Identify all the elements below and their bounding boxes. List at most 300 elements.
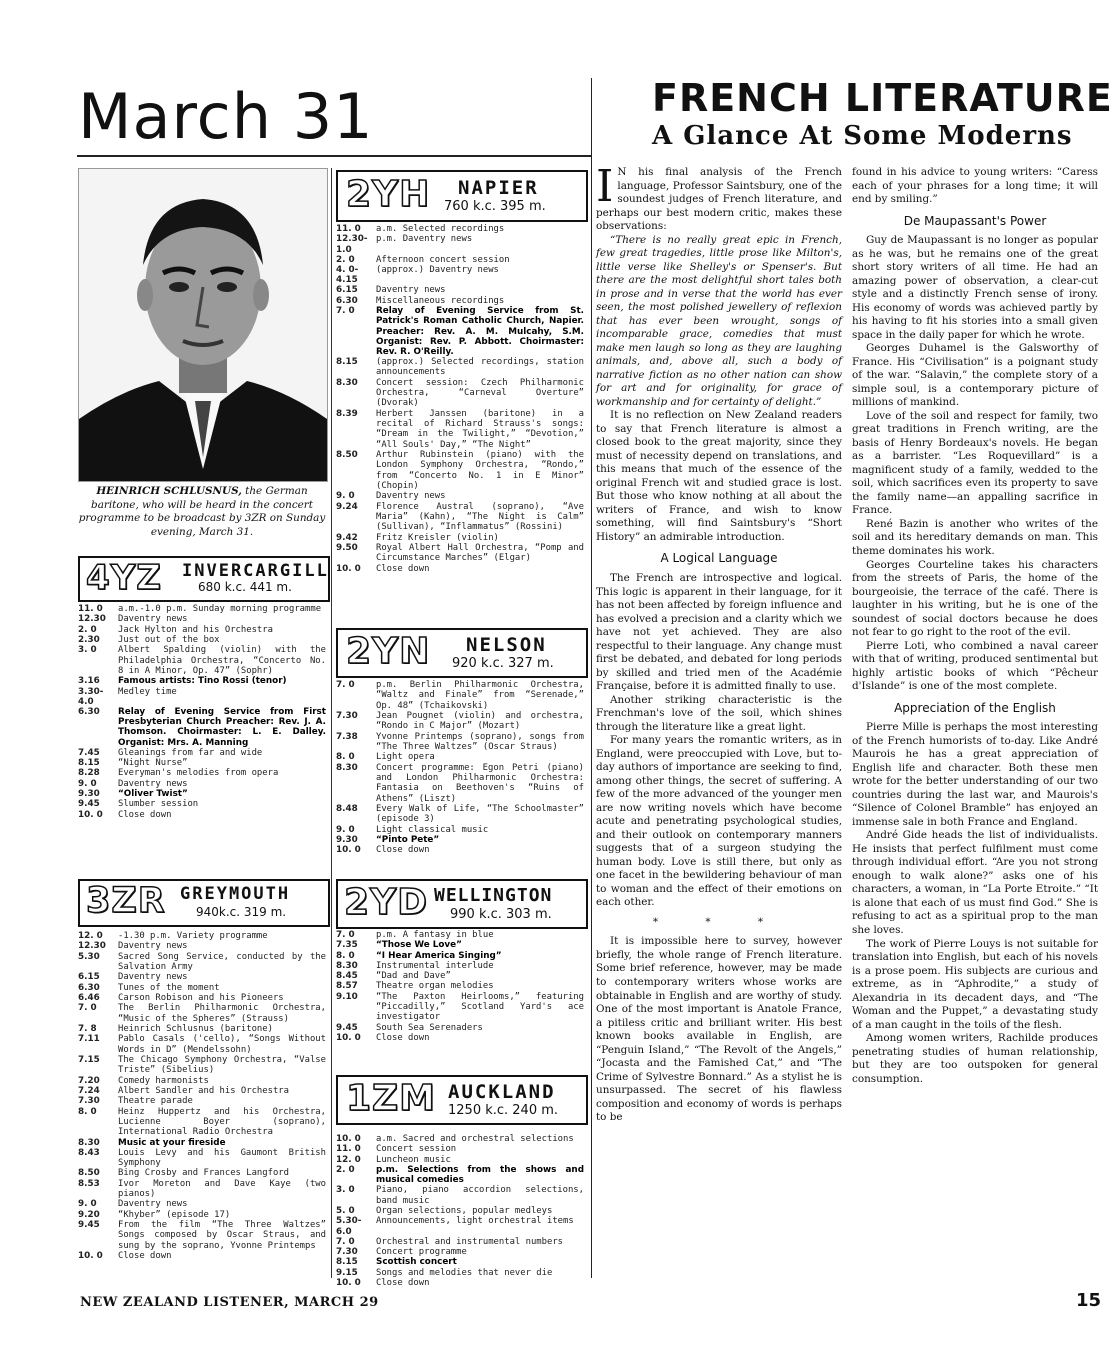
programme-time: 9. 0 <box>336 824 355 835</box>
programme-time: 7.15 <box>78 1054 100 1065</box>
station-header-1zm <box>336 1075 588 1125</box>
programme-description: Close down <box>376 1033 430 1044</box>
programme-item <box>336 357 584 378</box>
programme-item <box>336 804 584 825</box>
article-paragraph: It is impossible here to survey, however briefly, the whole range of French literature. Some brief reference, however, may be made to contemporary writers whose works are obtainable in English and are worthy of study. One of the most important is Anatole France, a pitiless critic and brilliant writer. His best known books available in English, are “Penguin Island,” “The Revolt of the Angels,” “Jocasta and the Famished Cat,” and “The Crime of Sylvestre Bonnard.” As a stylist he is unsurpassed. The secret of his flawless composition and economy of words is perhaps to be <box>596 935 842 1124</box>
article-paragraph: found in his advice to young writers: “Caress each of your phrases for a long time; it will end by smiling.” <box>852 166 1098 206</box>
programme-time: 8.15 <box>336 357 358 368</box>
programme-item <box>78 1086 326 1096</box>
programme-description: Famous artists: Tino Rossi (tenor) <box>118 676 287 687</box>
programme-description: p.m. Daventry news <box>376 234 473 245</box>
programme-description: Louis Levy and his Gaumont British Symphony <box>118 1147 326 1169</box>
station-header-2yh <box>336 170 588 222</box>
programme-description: Daventry news <box>118 1199 188 1210</box>
programme-description: Fritz Kreisler (violin) <box>376 532 499 543</box>
footer-publication: NEW ZEALAND LISTENER, MARCH 29 <box>80 1295 379 1310</box>
station-frequency: 1250 k.c. 240 m. <box>448 1103 559 1118</box>
programme-time: 9.20 <box>78 1209 100 1220</box>
programme-time: 6.30 <box>78 706 100 717</box>
programme-item <box>78 1220 326 1251</box>
programme-item <box>336 502 584 533</box>
article-paragraph: Guy de Maupassant is no longer as popular as he was, but he remains one of the great short story writers of all time. He had an amazing power of observation, a clear-cut style and a distinctly French sense of irony. His economy of words was achieved partly by his having to fit his stories into a small given space in the daily paper for which he wrote. <box>852 234 1098 341</box>
programme-item <box>78 931 326 941</box>
station-header-3zr <box>78 879 330 927</box>
station-code: 3ZR <box>86 881 166 921</box>
programme-description: “Oliver Twist” <box>118 789 188 800</box>
programme-time: 12.30-1.0 <box>336 234 368 255</box>
programme-description: Yvonne Printemps (soprano), songs from “The Three Waltzes” (Oscar Straus) <box>376 731 584 752</box>
page-number: 15 <box>1076 1290 1102 1311</box>
programme-item <box>336 1185 584 1206</box>
programme-time: 8.53 <box>78 1178 100 1189</box>
programme-item <box>336 971 584 981</box>
station-frequency: 920 k.c. 327 m. <box>452 656 554 671</box>
programme-time: 7. 0 <box>78 1003 97 1014</box>
article-paragraph: Georges Courteline takes his characters from the streets of Paris, the home of the bourgeoisie, the terrace of the café. There is laughter in his writing, but he is one of the soundest of social doctors because he does not fear to go right to the root of the evil. <box>852 558 1098 639</box>
programme-item <box>78 779 326 789</box>
programme-time: 8.45 <box>336 971 358 982</box>
programme-description: The Berlin Philharmonic Orchestra, “Music of the Spheres” (Strauss) <box>118 1003 326 1024</box>
programme-time: 10. 0 <box>336 845 361 856</box>
programme-time: 10. 0 <box>336 1277 361 1288</box>
article-paragraph: Pierre Mille is perhaps the most interesting of the French humorists of to-day. Like André Maurois he has a great appreciation of English life and character. Both these men wrote for the better understanding of our two countries during the last war, and Maurois's “Silence of Colonel Bramble” has enjoyed an immense sale in both France and England. <box>852 721 1098 828</box>
programme-time: 7.30 <box>78 1096 100 1107</box>
programme-item <box>336 265 584 285</box>
programme-time: 8.15 <box>336 1257 358 1268</box>
programme-time: 5.30-6.0 <box>336 1216 362 1237</box>
programme-description: Albert Sandler and his Orchestra <box>118 1085 289 1096</box>
programme-description: Light opera <box>376 752 435 763</box>
programme-item <box>336 1206 584 1216</box>
programme-time: 12.30 <box>78 941 106 952</box>
programme-description: “Those We Love” <box>376 940 462 951</box>
programme-time: 8.50 <box>78 1168 100 1179</box>
article-paragraph: The work of Pierre Louys is not suitable for translation into English, but each of his novels is a prose poem. His subjects are curious and extreme, as in “Aphrodite,” a study of Alexandria in its decadent days, and “The Woman and the Puppet,” a devastating study of a man caught in the toils of the flesh. <box>852 937 1098 1031</box>
programme-description: p.m. A fantasy in blue <box>376 930 494 940</box>
programme-item <box>336 378 584 409</box>
saintsbury-quote: “There is no really great epic in French, few great tragedies, little prose like Milton's, little verse like Shelley's or Spenser's. But there are the most delightful short tales both in prose and in verse that the world has ever seen, the most polished jewellery of reflexion that has ever been wrought, songs of incomparable grace, comedies that must make men laugh so long as they are laughing animals, and, above all, such a body of narrative fiction as no other nation can show for art and for originality, for grace of workmanship and for certainty of delight.” <box>596 233 842 408</box>
programme-list-4yz <box>78 604 326 820</box>
programme-time: 2.30 <box>78 634 100 645</box>
caption-name: HEINRICH SCHLUSNUS, <box>96 485 242 497</box>
programme-description: Orchestral and instrumental numbers <box>376 1236 564 1247</box>
programme-description: Gleanings from far and wide <box>118 747 263 758</box>
programme-description: “Dad and Dave” <box>376 971 451 982</box>
programme-time: 7.35 <box>336 940 358 951</box>
station-header-4yz <box>78 556 330 602</box>
article-paragraph: For many years the romantic writers, as in England, were preoccupied with Love, but to-day authors of importance are seeking to find, among other things, the secret of suffering. A few of the more advanced of the younger men are now writing novels which have become acute and penetrating psychological studies, and their outlook on contemporary manners suggests that of a surgeon studying the human body. Love is still there, but only as one facet in the bewildering behaviour of man to woman and the effect of their emotions on each other. <box>596 734 842 909</box>
programme-description: Scottish concert <box>376 1257 457 1268</box>
programme-list-1zm <box>336 1134 584 1288</box>
programme-item <box>78 707 326 748</box>
programme-description: Jean Pougnet (violin) and orchestra, “Rondo in C Major” (Mozart) <box>376 710 584 732</box>
programme-time: 2. 0 <box>336 254 355 265</box>
programme-description: Daventry news <box>376 491 446 502</box>
programme-time: 5.30 <box>78 951 100 962</box>
station-header-2yn <box>336 628 588 678</box>
programme-item <box>78 952 326 973</box>
station-code: 4YZ <box>86 558 162 598</box>
programme-time: 8. 0 <box>336 752 355 763</box>
programme-item <box>336 763 584 804</box>
programme-item <box>78 799 326 809</box>
programme-description: Pablo Casals ('cello), “Songs Without Words in D” (Mendelssohn) <box>118 1034 326 1055</box>
programme-time: 6.30 <box>336 295 358 306</box>
programme-time: 9.45 <box>78 1220 100 1231</box>
programme-time: 9. 0 <box>78 1199 97 1210</box>
programme-time: 4. 0-4.15 <box>336 265 359 286</box>
programme-time: 8.30 <box>336 762 358 773</box>
programme-item <box>336 835 584 845</box>
programme-item <box>78 1210 326 1220</box>
programme-item <box>78 1034 326 1055</box>
programme-time: 8.30 <box>336 960 358 971</box>
programme-item <box>336 680 584 711</box>
programme-time: 8. 0 <box>336 950 355 961</box>
paragraph-text: N his final analysis of the French language, Professor Saintsbury, one of the soundest judges of French literature, and perhaps our best modern critic, makes these observations: <box>596 166 842 233</box>
page-divider <box>591 78 592 1278</box>
programme-time: 11. 0 <box>78 604 103 614</box>
programme-list-2yh <box>336 224 584 574</box>
programme-description: Concert programme: Egon Petri (piano) and London Philharmonic Orchestra: Fantasia on Beethoven's “Ruins of Athens” (Liszt) <box>376 762 584 804</box>
programme-item <box>336 825 584 835</box>
programme-description: Theatre organ melodies <box>376 981 494 992</box>
programme-time: 6.15 <box>78 972 100 983</box>
article-column-2 <box>852 166 1098 1086</box>
programme-description: Bing Crosby and Frances Langford <box>118 1168 289 1179</box>
programme-time: 10. 0 <box>78 809 103 820</box>
programme-time: 7.38 <box>336 731 358 742</box>
programme-item <box>78 1096 326 1106</box>
programme-time: 7. 0 <box>336 1236 355 1247</box>
programme-time: 10. 0 <box>78 1251 103 1262</box>
programme-item <box>336 1237 584 1247</box>
programme-item <box>78 1024 326 1034</box>
station-code: 2YD <box>344 882 428 923</box>
programme-description: Close down <box>118 809 172 820</box>
programme-time: 9.50 <box>336 543 358 554</box>
programme-time: 2. 0 <box>78 624 97 635</box>
programme-description: Relay of Evening Service from St. Patrick's Roman Catholic Church, Napier. Preacher: Rev. A. M. Mulcahy, S.M. Organist: Rev. P. Abbott. Choirmaster: Rev. R. O'Reilly. <box>376 306 584 357</box>
programme-time: 8.48 <box>336 803 358 814</box>
station-code: 2YN <box>346 631 431 672</box>
programme-item <box>336 491 584 501</box>
programme-description: South Sea Serenaders <box>376 1022 483 1033</box>
programme-description: Miscellaneous recordings <box>376 295 505 306</box>
programme-item <box>336 255 584 265</box>
programme-item <box>78 1055 326 1076</box>
programme-time: 3. 0 <box>78 645 97 656</box>
programme-description: Heinz Huppertz and his Orchestra, Lucienne Boyer (soprano), International Radio Orchestra <box>118 1106 326 1138</box>
article-paragraph: It is no reflection on New Zealand readers to say that French literature is almost a closed book to the great majority, since they must of necessity depend on translations, and this means that much of the essence of the original French wit and studied grace is lost. But those who know nothing at all about the writers of France, and wish to know something, will find Saintsbury's “Short History” an admirable introduction. <box>596 409 842 543</box>
programme-item <box>336 981 584 991</box>
programme-item <box>336 845 584 855</box>
programme-item <box>336 234 584 254</box>
programme-item <box>336 961 584 971</box>
programme-description: Theatre parade <box>118 1096 193 1107</box>
programme-description: Arthur Rubinstein (piano) with the London Symphony Orchestra, “Rondo,” from “Concerto No. 1 in E Minor” (Chopin) <box>376 450 584 492</box>
programme-time: 7.24 <box>78 1085 100 1096</box>
programme-description: Close down <box>118 1251 172 1262</box>
programme-description: Songs and melodies that never die <box>376 1267 553 1278</box>
section-break-stars: * * * <box>652 915 786 928</box>
programme-description: “Khyber” (episode 17) <box>118 1209 231 1220</box>
programme-item <box>336 752 584 762</box>
article-column-1 <box>596 161 842 1125</box>
article-title: FRENCH LITERATURE <box>652 76 1113 120</box>
programme-time: 8.15 <box>78 758 100 769</box>
programme-item <box>336 951 584 961</box>
caption-text: the German baritone, who will be heard in the concert programme to be broadcast by 3ZR on Sunday evening, March 31. <box>78 485 326 538</box>
programme-time: 7. 0 <box>336 306 355 317</box>
programme-description: Comedy harmonists <box>118 1075 209 1086</box>
programme-item <box>78 983 326 993</box>
programme-time: 7.30 <box>336 710 358 721</box>
programme-time: 7.20 <box>78 1075 100 1086</box>
programme-time: 3. 0 <box>336 1185 355 1196</box>
programme-list-2yd <box>336 930 584 1043</box>
programme-time: 11. 0 <box>336 224 361 234</box>
article-paragraph <box>596 161 842 234</box>
programme-time: 9. 0 <box>78 778 97 789</box>
programme-item <box>78 1148 326 1169</box>
programme-item <box>78 810 326 820</box>
programme-item <box>336 1134 584 1144</box>
programme-time: 9.30 <box>78 789 100 800</box>
station-code: 1ZM <box>346 1078 436 1119</box>
programme-time: 8.43 <box>78 1147 100 1158</box>
subheading-english: Appreciation of the English <box>894 700 1056 715</box>
programme-item <box>336 1155 584 1165</box>
station-name: NELSON <box>466 634 547 656</box>
article-paragraph: Another striking characteristic is the Frenchman's love of the soil, which shines through the literature like a great light. <box>596 693 842 733</box>
programme-item <box>78 768 326 778</box>
programme-time: 9.15 <box>336 1267 358 1278</box>
programme-item <box>78 758 326 768</box>
programme-description: Light classical music <box>376 824 489 835</box>
programme-time: 7.30 <box>336 1247 358 1258</box>
programme-item <box>336 1144 584 1154</box>
programme-description: Daventry news <box>118 941 188 952</box>
programme-time: 7.11 <box>78 1034 100 1045</box>
programme-item <box>336 1247 584 1257</box>
programme-time: 12.30 <box>78 614 106 625</box>
programme-time: 2. 0 <box>336 1164 355 1175</box>
programme-item <box>78 614 326 624</box>
programme-time: 8.57 <box>336 981 358 992</box>
programme-description: Concert programme <box>376 1247 467 1258</box>
programme-time: 9. 0 <box>336 491 355 502</box>
programme-description: Royal Albert Hall Orchestra, “Pomp and Circumstance Marches” (Elgar) <box>376 543 584 564</box>
station-frequency: 940k.c. 319 m. <box>196 905 287 919</box>
programme-description: (approx.) Daventry news <box>376 265 499 276</box>
programme-item <box>336 711 584 732</box>
station-header-2yd <box>336 879 588 929</box>
programme-description: Albert Spalding (violin) with the Philadelphia Orchestra, “Concerto No. 8 in A Minor, Op. 47” (Sophr) <box>118 645 326 676</box>
programme-description: Announcements, light orchestral items <box>376 1216 574 1227</box>
programme-time: 7. 8 <box>78 1023 97 1034</box>
programme-description: Herbert Janssen (baritone) in a recital of Richard Strauss's songs: “Dream in the Twilight,” “Devotion,” “All Souls' Day,” “The Night” <box>376 408 584 450</box>
programme-description: Heinrich Schlusnus (baritone) <box>118 1023 273 1034</box>
programme-item <box>336 450 584 491</box>
programme-time: 8.28 <box>78 768 100 779</box>
programme-description: Piano, piano accordion selections, band music <box>376 1185 584 1206</box>
programme-item <box>78 789 326 799</box>
programme-description: Concert session <box>376 1144 457 1155</box>
programme-item <box>336 1278 584 1288</box>
programme-time: 9.45 <box>78 799 100 810</box>
station-name: GREYMOUTH <box>180 884 291 904</box>
programme-description: Organ selections, popular medleys <box>376 1206 553 1217</box>
programme-item <box>78 941 326 951</box>
programme-description: The Chicago Symphony Orchestra, “Valse Triste” (Sibelius) <box>118 1054 326 1076</box>
programme-description: Daventry news <box>118 972 188 983</box>
programme-item <box>336 940 584 950</box>
programme-item <box>78 635 326 645</box>
programme-item <box>336 543 584 564</box>
programme-item <box>78 625 326 635</box>
programme-description: (approx.) Selected recordings, station announcements <box>376 357 584 378</box>
programme-item <box>78 972 326 982</box>
programme-description: Everyman's melodies from opera <box>118 768 279 779</box>
programme-description: Concert session: Czech Philharmonic Orchestra, “Carneval Overture” (Dvorak) <box>376 377 584 409</box>
programme-time: 9.24 <box>336 501 358 512</box>
programme-item <box>78 1168 326 1178</box>
programme-description: From the film “The Three Waltzes” Songs composed by Oscar Straus, and sung by the soprano, Yvonne Printemps <box>118 1220 326 1251</box>
programme-item <box>336 1216 584 1236</box>
article-paragraph: Love of the soil and respect for family, two great traditions in French writing, are the basis of Henry Bordeaux's novels. He began as a barrister. “Les Roquevillard” is a magnificent study of a family, wedded to the soil, which sacrifices even its property to save the family name—an appalling sacrifice in France. <box>852 409 1098 517</box>
programme-item <box>78 1138 326 1148</box>
programme-item <box>336 1257 584 1267</box>
station-name: NAPIER <box>458 177 539 199</box>
programme-time: 9.42 <box>336 532 358 543</box>
programme-description: Tunes of the moment <box>118 982 220 993</box>
programme-list-3zr <box>78 931 326 1261</box>
programme-time: 6.46 <box>78 992 100 1003</box>
programme-description: Medley time <box>118 686 177 697</box>
programme-description: a.m.-1.0 p.m. Sunday morning programme <box>118 604 322 614</box>
programme-item <box>78 676 326 686</box>
station-frequency: 990 k.c. 303 m. <box>450 907 552 922</box>
programme-time: 8.30 <box>78 1137 100 1148</box>
programme-description: p.m. Berlin Philharmonic Orchestra, “Waltz and Finale” from “Serenade,” Op. 48” (Tchaikovski) <box>376 680 584 711</box>
subheading-logical-language: A Logical Language <box>660 551 778 566</box>
programme-description: Relay of Evening Service from First Presbyterian Church Preacher: Rev. J. A. Thomson. Choirmaster: L. E. Dalley. Organist: Mrs. A. Manning <box>118 706 326 748</box>
programme-item <box>336 1165 584 1185</box>
programme-list-2yn <box>336 680 584 855</box>
programme-time: 10. 0 <box>336 1134 361 1144</box>
programme-description: Daventry news <box>118 614 188 625</box>
programme-time: 8.30 <box>336 377 358 388</box>
programme-item <box>336 1033 584 1043</box>
article-paragraph: The French are introspective and logical. This logic is apparent in their language, for it has not been affected by foreign influence and has evolved a precision and a clarity which we have not yet achieved. They are also respectful to their language. Any change must first be debated, and debated for long periods by skilled and tried men of the Académie Française, before it is admitted finally to use. <box>596 572 842 693</box>
programme-item <box>336 409 584 450</box>
programme-time: 12. 0 <box>336 1154 361 1165</box>
programme-description: Luncheon music <box>376 1154 451 1165</box>
programme-time: 10. 0 <box>336 563 361 574</box>
programme-item <box>78 748 326 758</box>
programme-time: 9.30 <box>336 834 358 845</box>
programme-item <box>78 1251 326 1261</box>
article-paragraph: Among women writers, Rachilde produces penetrating studies of human relationship, but they are too outspoken for general consumption. <box>852 1032 1098 1085</box>
station-name: AUCKLAND <box>448 1081 556 1103</box>
programme-description: a.m. Sacred and orchestral selections <box>376 1134 574 1144</box>
programme-item <box>336 732 584 753</box>
programme-description: “Pinto Pete” <box>376 834 440 845</box>
programme-description: Every Walk of Life, “The Schoolmaster” (episode 3) <box>376 803 584 825</box>
programme-time: 10. 0 <box>336 1033 361 1044</box>
station-code: 2YH <box>346 174 431 215</box>
programme-item <box>336 306 584 357</box>
programme-item <box>78 1076 326 1086</box>
programme-item <box>336 1023 584 1033</box>
programme-description: “I Hear America Singing” <box>376 950 502 961</box>
programme-time: 6.15 <box>336 285 358 296</box>
programme-item <box>78 645 326 676</box>
station-frequency: 680 k.c. 441 m. <box>198 580 292 594</box>
programme-description: Carson Robison and his Pioneers <box>118 992 284 1003</box>
programme-description: Sacred Song Service, conducted by the Salvation Army <box>118 951 326 972</box>
programme-description: Daventry news <box>376 285 446 296</box>
programme-item <box>336 533 584 543</box>
programme-item <box>78 1003 326 1024</box>
programme-description: Music at your fireside <box>118 1137 226 1148</box>
subheading-maupassant: De Maupassant's Power <box>903 213 1047 228</box>
station-name: WELLINGTON <box>434 885 553 906</box>
programme-item <box>336 285 584 295</box>
programme-time: 9.45 <box>336 1022 358 1033</box>
programme-time: 8.50 <box>336 450 358 461</box>
article-subtitle: A Glance At Some Moderns <box>652 121 1073 151</box>
programme-time: 7. 0 <box>336 930 355 940</box>
programme-description: p.m. Selections from the shows and musical comedies <box>376 1164 584 1186</box>
programme-item <box>336 296 584 306</box>
programme-item <box>336 224 584 234</box>
programme-description: Jack Hylton and his Orchestra <box>118 624 273 635</box>
programme-item <box>78 1179 326 1200</box>
programme-item <box>336 930 584 940</box>
portrait-photo <box>78 168 328 482</box>
programme-item <box>78 687 326 707</box>
programme-description: Just out of the box <box>118 634 220 645</box>
date-underline <box>77 155 591 157</box>
portrait-illustration <box>79 169 327 481</box>
programme-description: Ivor Moreton and Dave Kaye (two pianos) <box>118 1178 326 1200</box>
article-paragraph: Pierre Loti, who combined a naval career with that of writing, produced sentimental but highly artistic books of which “Pêcheur d'Islande” is one of the most complete. <box>852 639 1098 693</box>
article-paragraph: Georges Duhamel is the Galsworthy of France. His “Civilisation” is a poignant study of the war. “Salavin,” the complete story of a simple soul, is a contemporary picture of millions of mankind. <box>852 342 1098 409</box>
programme-description: Close down <box>376 845 430 856</box>
programme-item <box>78 604 326 614</box>
programme-item <box>78 993 326 1003</box>
programme-item <box>336 992 584 1023</box>
page-date: March 31 <box>78 80 374 153</box>
article-paragraph: René Bazin is another who writes of the soil and its hereditary demands on man. This theme dominates his work. <box>852 517 1098 557</box>
programme-item <box>336 564 584 574</box>
programme-time: 7.45 <box>78 747 100 758</box>
programme-time: 8. 0 <box>78 1106 97 1117</box>
programme-description: Instrumental interlude <box>376 960 494 971</box>
programme-time: 11. 0 <box>336 1144 361 1155</box>
programme-item <box>78 1199 326 1209</box>
programme-item <box>336 1268 584 1278</box>
programme-description: Afternoon concert session <box>376 254 510 265</box>
programme-item <box>78 1107 326 1138</box>
programme-time: 8.39 <box>336 408 358 419</box>
programme-time: 6.30 <box>78 982 100 993</box>
programme-description: Close down <box>376 563 430 574</box>
programme-time: 3.30-4.0 <box>78 686 104 707</box>
programme-time: 9.10 <box>336 991 358 1002</box>
